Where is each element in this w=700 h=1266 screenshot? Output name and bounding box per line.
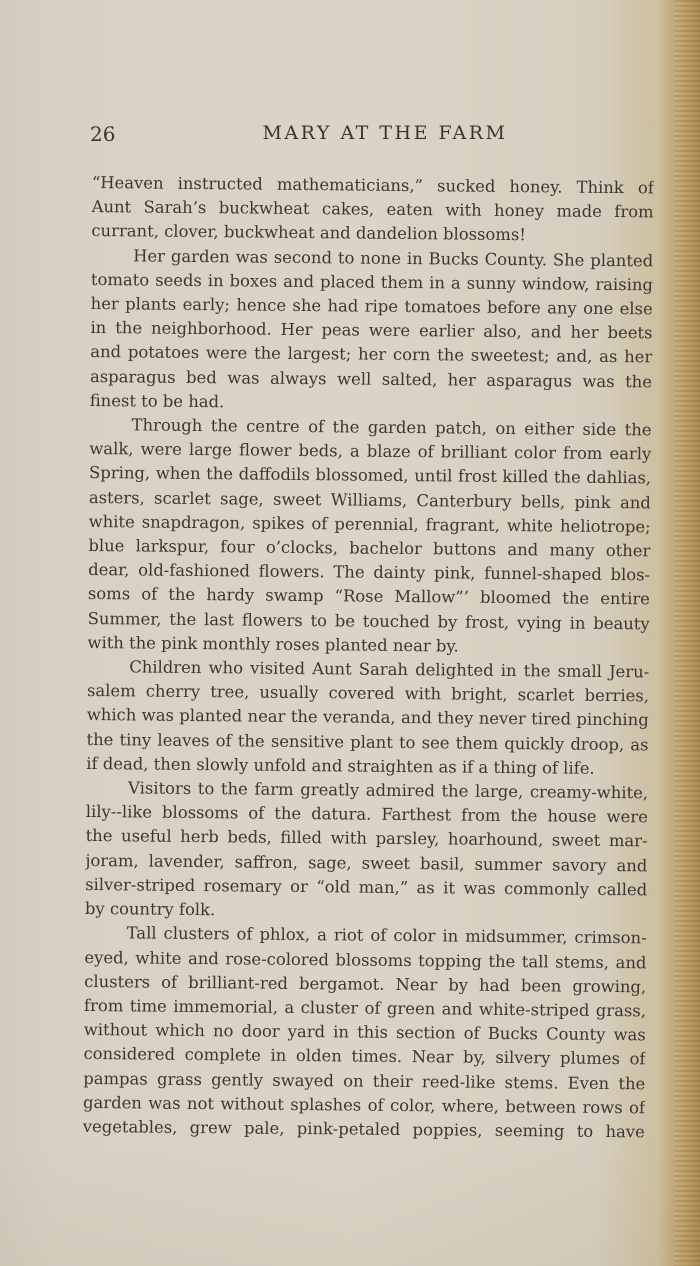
text-line: which was planted near the veranda, and they never tired pinching xyxy=(86,705,649,730)
text-line: and potatoes were the largest; her corn the sweetest; and, as her xyxy=(90,342,653,367)
text-line: considered complete in olden times. Near by, silvery plumes of xyxy=(83,1044,646,1069)
page-shade xyxy=(0,1146,700,1266)
page-number: 26 xyxy=(90,122,116,146)
text-line: currant, clover, buckwheat and dandelion blossoms! xyxy=(91,221,526,245)
text-line: salem cherry tree, usually covered with bright, scarlet berries, xyxy=(86,681,650,706)
text-line: Spring, when the daffodils blossomed, until frost killed the dahlias, xyxy=(89,463,652,488)
text-line: white snapdragon, spikes of perennial, fragrant, white heliotrope; xyxy=(88,511,651,537)
text-line: clusters of brilliant-red bergamot. Near by had been growing, xyxy=(84,971,647,997)
text-line: eyed, white and rose-colored blossoms topping the tall stems, and xyxy=(84,947,647,972)
text-line: soms of the hardy swamp “Rose Mallow”’ bloomed the entire xyxy=(87,584,651,609)
text-line: if dead, then slowly unfold and straighten as if a thing of life. xyxy=(86,753,595,778)
text-line: without which no door yard in this section of Bucks County was xyxy=(83,1020,646,1045)
page-header xyxy=(90,122,650,152)
text-line: the useful herb beds, filled with parsley, hoarhound, sweet mar- xyxy=(85,826,648,851)
text-line: garden was not without splashes of color, where, between rows of xyxy=(82,1092,646,1118)
text-line: Her garden was second to none in Bucks County. She planted xyxy=(133,246,654,270)
text-line: in the neighborhood. Her peas were earlier also, and her beets xyxy=(90,318,653,343)
text-line: joram, lavender, saffron, sage, sweet basil, summer savory and xyxy=(85,850,648,876)
text-line: the tiny leaves of the sensitive plant to see them quickly droop, as xyxy=(86,729,649,755)
text-line: dear, old-fashioned flowers. The dainty pink, funnel-shaped blos- xyxy=(88,560,651,585)
text-line: pampas grass gently swayed on their reed-like stems. Even the xyxy=(83,1068,646,1093)
text-line: Aunt Sarah’s buckwheat cakes, eaten with honey made from xyxy=(91,197,654,222)
text-line: “Heaven instructed mathematicians,” sucked honey. Think of xyxy=(91,172,654,198)
text-line: Through the centre of the garden patch, on either side the xyxy=(131,415,652,440)
text-line: finest to be had. xyxy=(89,390,225,412)
text-line: from time immemorial, a cluster of green and white-striped grass, xyxy=(83,995,647,1021)
text-line: silver-striped rosemary or “old man,” as it was commonly called xyxy=(85,874,648,900)
body-text xyxy=(83,171,654,1144)
text-line: Tall clusters of phlox, a riot of color in midsummer, crimson- xyxy=(126,923,647,948)
text-line: Visitors to the farm greatly admired the large, creamy-white, xyxy=(127,778,649,803)
text-line: Children who visited Aunt Sarah delighted in the small Jeru- xyxy=(129,657,650,682)
text-line: asparagus bed was always well salted, her asparagus was the xyxy=(89,366,653,392)
text-line: asters, scarlet sage, sweet Williams, Canterbury bells, pink and xyxy=(88,487,651,513)
running-title: MARY AT THE FARM xyxy=(262,122,508,144)
text-line: vegetables, grew pale, pink-petaled poppies, seeming to have xyxy=(82,1116,645,1142)
text-line: tomato seeds in boxes and placed them in a sunny window, raising xyxy=(90,269,654,295)
text-line: blue larkspur, four o’clocks, bachelor buttons and many other xyxy=(88,536,651,561)
text-line: by country folk. xyxy=(84,899,216,920)
text-line: Summer, the last flowers to be touched by frost, vying in beauty xyxy=(87,608,650,634)
text-line: her plants early; hence she had ripe tomatoes before any one else xyxy=(90,294,653,319)
text-line: lily--like blossoms of the datura. Farthest from the house were xyxy=(85,802,648,827)
text-line: with the pink monthly roses planted near by. xyxy=(87,632,459,656)
text-line: walk, were large flower beds, a blaze of brilliant color from early xyxy=(89,439,652,464)
